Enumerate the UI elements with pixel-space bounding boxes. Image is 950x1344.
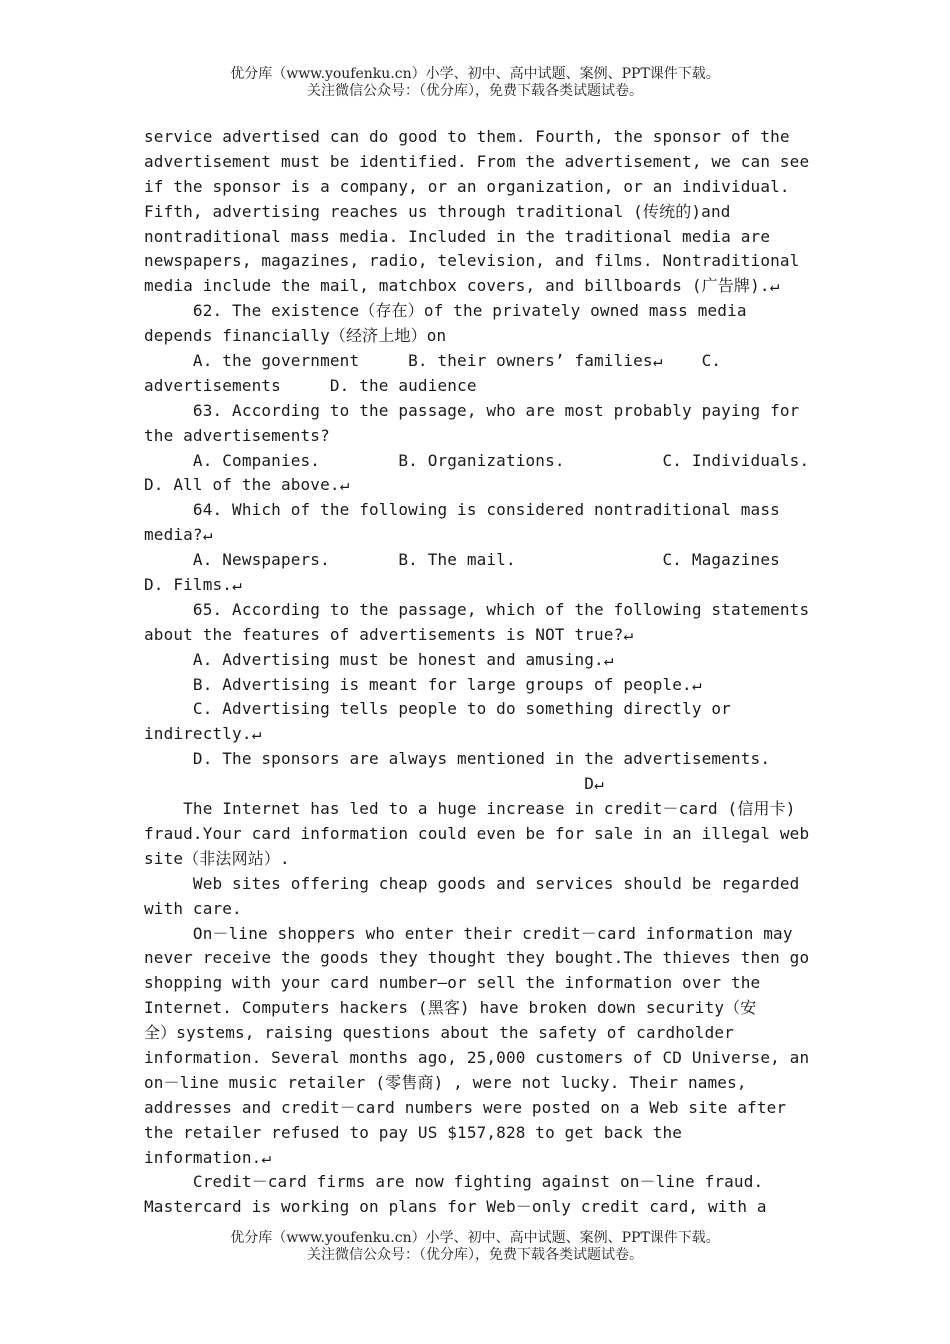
text-line: B. Advertising is meant for large groups of people.↵ — [144, 674, 702, 694]
text-line: depends financially（经济上地）on — [144, 326, 447, 346]
text-line: A. Advertising must be honest and amusing.↵ — [144, 649, 614, 669]
text-line: 62. The existence（存在）of the privately owned mass media — [144, 301, 747, 321]
text-line: D. All of the above.↵ — [144, 475, 350, 495]
footer-line-2: 关注微信公众号：（优分库），免费下载各类试题试卷。 — [307, 1247, 643, 1263]
text-line: media?↵ — [144, 525, 213, 545]
text-line: The Internet has led to a huge increase in credit－card (信用卡) — [144, 799, 796, 819]
text-line: Internet. Computers hackers (黑客) have broken down security（安 — [144, 998, 757, 1018]
text-line: fraud.Your card information could even be for sale in an illegal web — [144, 823, 810, 843]
text-line: about the features of advertisements is NOT true?↵ — [144, 624, 634, 644]
text-line: Mastercard is working on plans for Web－only credit card, with a — [144, 1197, 767, 1217]
text-line: the advertisements? — [144, 425, 330, 445]
text-line: 63. According to the passage, who are most probably paying for — [144, 400, 800, 420]
text-line: newspapers, magazines, radio, television, and films. Nontraditional — [144, 251, 800, 271]
text-line: A. Newspapers. B. The mail. C. Magazines — [144, 550, 780, 570]
header-line-2: 关注微信公众号：（优分库），免费下载各类试题试卷。 — [307, 83, 643, 99]
text-line: the retailer refused to pay US $157,828 to get back the — [144, 1122, 683, 1142]
text-line: D↵ — [144, 774, 604, 794]
text-line: 65. According to the passage, which of the following statements — [144, 599, 810, 619]
text-line: 全）systems, raising questions about the safety of cardholder — [144, 1023, 734, 1043]
text-line: Fifth, advertising reaches us through traditional (传统的)and — [144, 201, 731, 221]
text-line: D. The sponsors are always mentioned in the advertisements. — [144, 749, 771, 769]
text-line: media include the mail, matchbox covers, and billboards (广告牌).↵ — [144, 276, 780, 296]
text-line: 64. Which of the following is considered nontraditional mass — [144, 500, 780, 520]
footer-line-1: 优分库（www.youfenku.cn）小学、初中、高中试题、案例、PPT课件下载。 — [230, 1230, 720, 1246]
text-line: D. Films.↵ — [144, 575, 242, 595]
text-line: indirectly.↵ — [144, 724, 262, 744]
text-line: with care. — [144, 898, 242, 918]
text-line: A. the government B. their owners’ families↵ C. — [144, 351, 722, 371]
text-line: addresses and credit－card numbers were posted on a Web site after — [144, 1097, 787, 1117]
text-line: advertisement must be identified. From the advertisement, we can see — [144, 151, 810, 171]
text-line: C. Advertising tells people to do something directly or — [144, 699, 731, 719]
text-line: if the sponsor is a company, or an organization, or an individual. — [144, 176, 790, 196]
page-footer — [0, 1230, 950, 1264]
text-line: On－line shoppers who enter their credit－card information may — [144, 923, 793, 943]
text-line: Credit－card firms are now fighting against on－line fraud. — [144, 1172, 764, 1192]
text-line: advertisements D. the audience — [144, 375, 477, 395]
text-line: shopping with your card number—or sell the information over the — [144, 973, 761, 993]
text-line: nontraditional mass media. Included in the traditional media are — [144, 226, 771, 246]
header-line-1: 优分库（www.youfenku.cn）小学、初中、高中试题、案例、PPT课件下载。 — [230, 66, 720, 82]
text-line: information.↵ — [144, 1147, 272, 1167]
text-line: never receive the goods they thought they bought.The thieves then go — [144, 948, 810, 968]
text-line: Web sites offering cheap goods and services should be regarded — [144, 873, 800, 893]
page-header — [0, 66, 950, 100]
text-line: on－line music retailer (零售商) , were not lucky. Their names, — [144, 1072, 747, 1092]
document-body — [144, 125, 824, 1220]
text-line: A. Companies. B. Organizations. C. Individuals. — [144, 450, 810, 470]
text-line: information. Several months ago, 25,000 customers of CD Universe, an — [144, 1047, 810, 1067]
text-line: service advertised can do good to them. Fourth, the sponsor of the — [144, 127, 790, 146]
text-line: site（非法网站）. — [144, 848, 290, 868]
